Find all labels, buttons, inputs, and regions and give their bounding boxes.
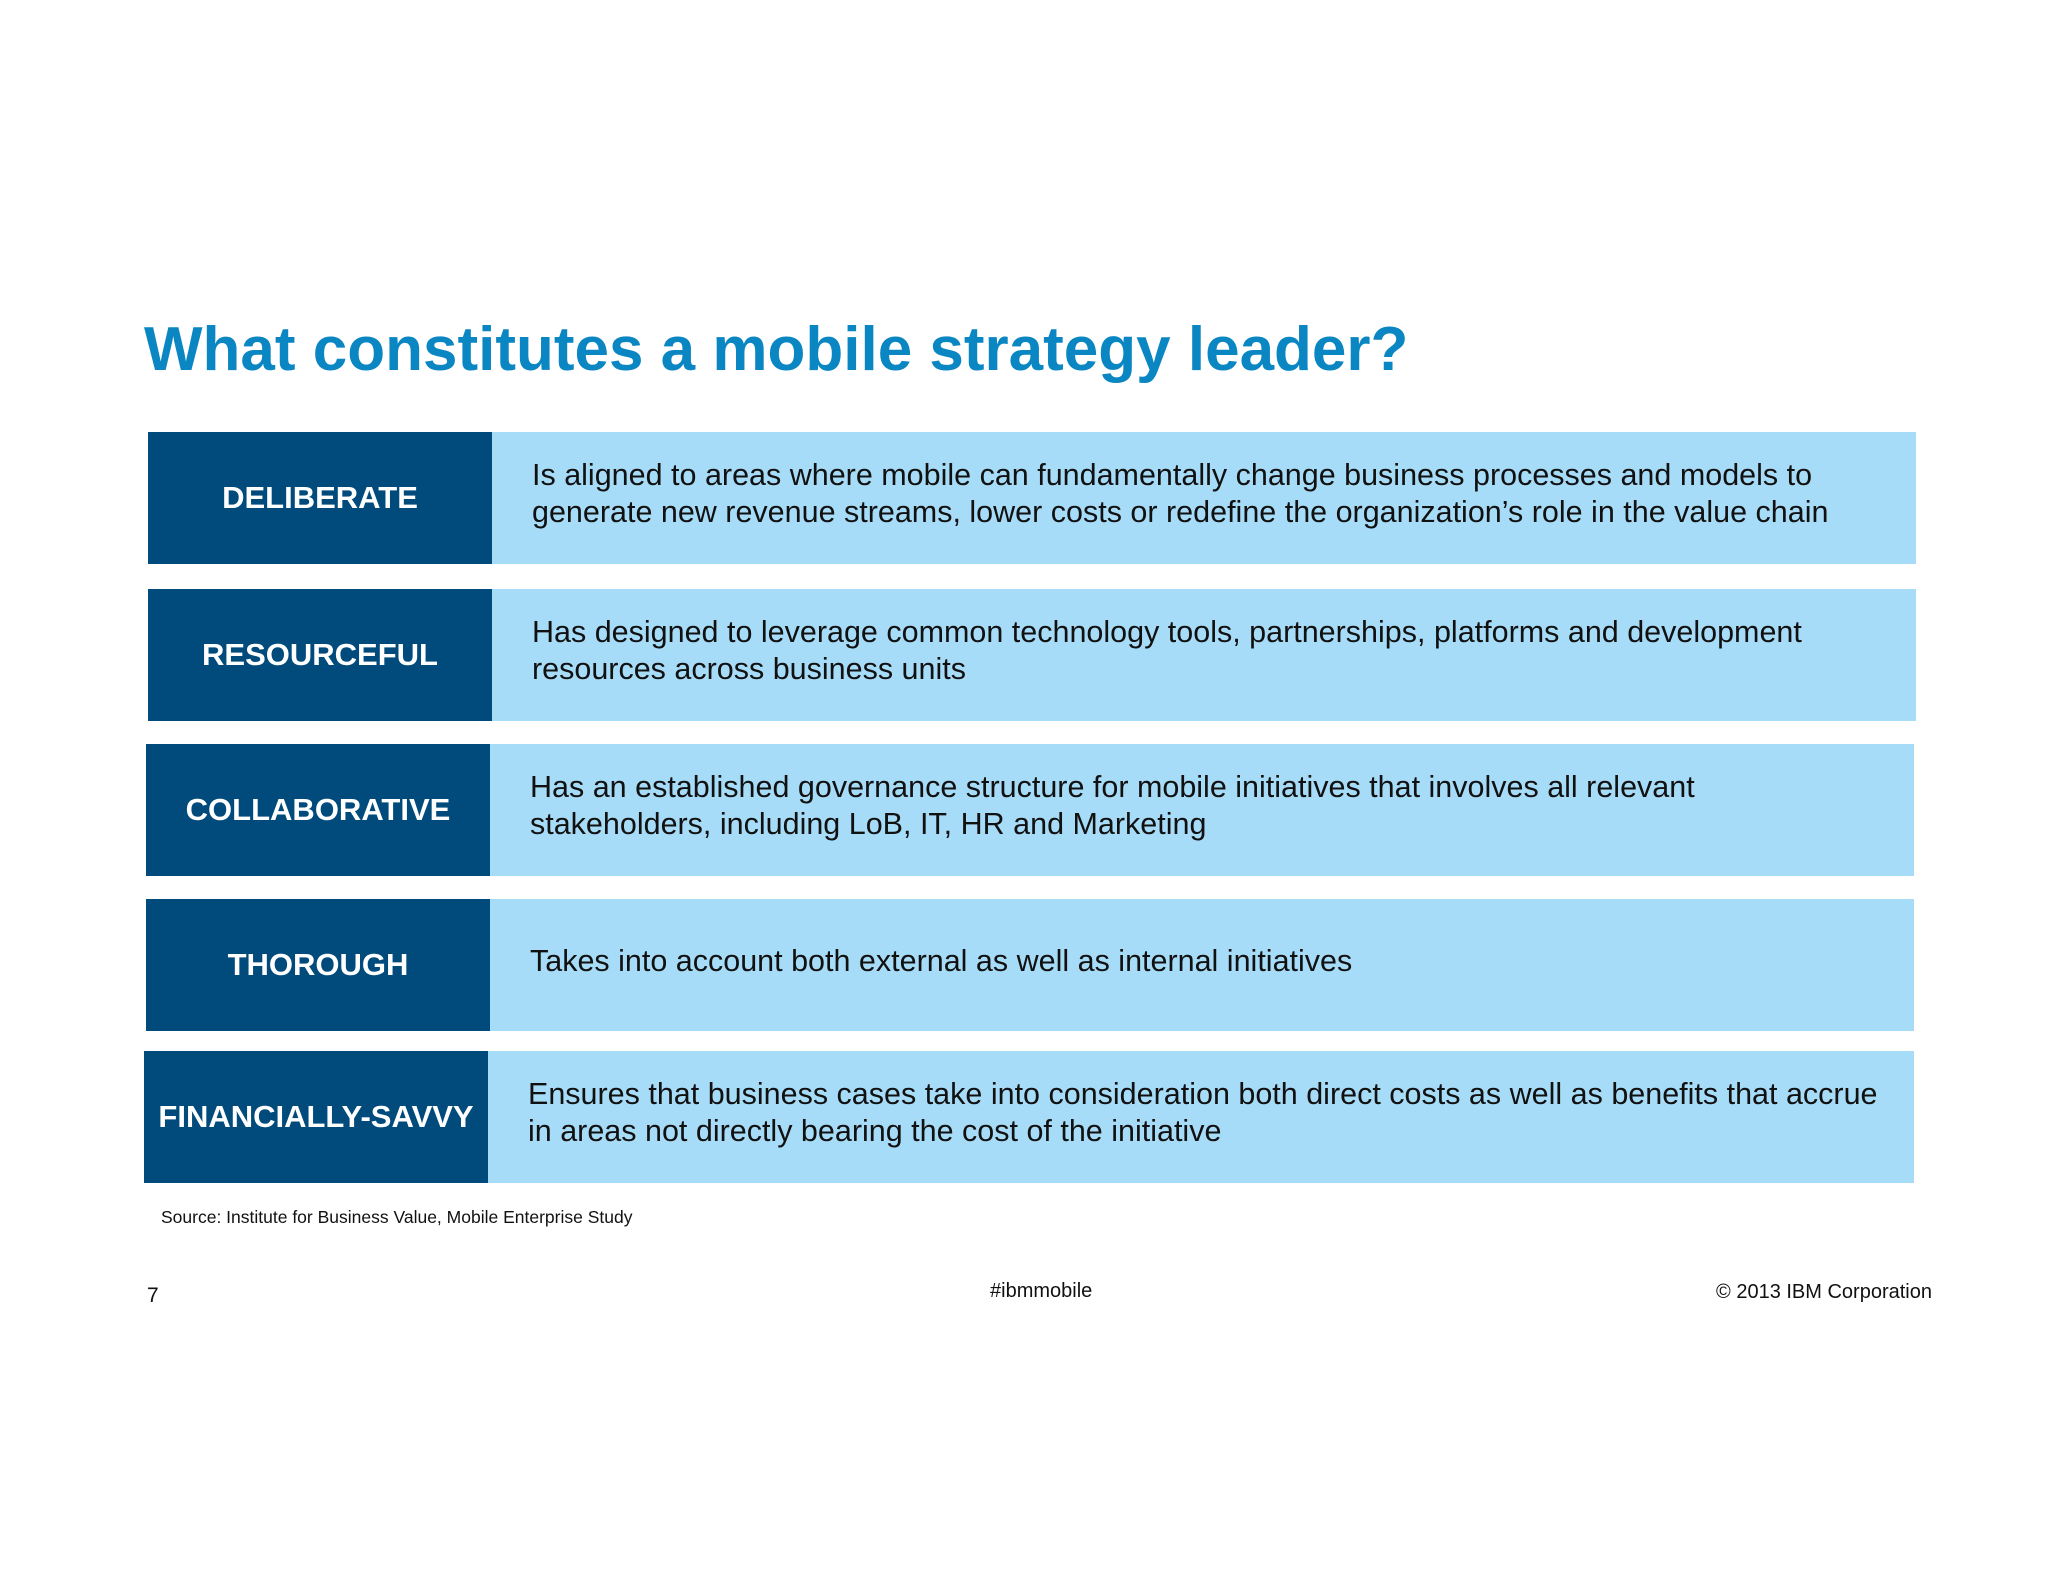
attribute-description-cell [488, 1051, 1914, 1183]
attribute-description: Has designed to leverage common technology tools, partnerships, platforms and development resources across business units [532, 615, 1802, 686]
attribute-label: COLLABORATIVE [146, 744, 490, 876]
attribute-row-deliberate [148, 432, 1916, 564]
attribute-label: DELIBERATE [148, 432, 492, 564]
attribute-row-resourceful [148, 589, 1916, 721]
attribute-description-cell [490, 744, 1914, 876]
attribute-description: Is aligned to areas where mobile can fundamentally change business processes and models to generate new revenue streams, lower costs or redefine the organization’s role in the value chain [532, 458, 1829, 529]
attribute-label: THOROUGH [146, 899, 490, 1031]
source-citation: Source: Institute for Business Value, Mobile Enterprise Study [161, 1207, 633, 1227]
attribute-row-thorough [146, 899, 1914, 1031]
attribute-label: FINANCIALLY-SAVVY [144, 1051, 488, 1183]
attribute-description: Takes into account both external as well as internal initiatives [530, 943, 1353, 978]
attribute-row-collaborative [146, 744, 1914, 876]
footer-copyright: © 2013 IBM Corporation [1716, 1281, 1932, 1303]
attribute-description: Ensures that business cases take into consideration both direct costs as well as benefits that accrue in areas not directly bearing the cost of the initiative [528, 1077, 1878, 1148]
attribute-description: Has an established governance structure for mobile initiatives that involves all relevant stakeholders, including LoB, IT, HR and Marketing [530, 770, 1695, 841]
attribute-label: RESOURCEFUL [148, 589, 492, 721]
attribute-description-cell [490, 899, 1914, 1031]
attribute-row-financially-savvy [144, 1051, 1914, 1183]
footer-hashtag: #ibmmobile [990, 1280, 1093, 1302]
attribute-description-cell [492, 432, 1916, 564]
slide-title: What constitutes a mobile strategy leader? [144, 315, 1409, 384]
attribute-description-cell [492, 589, 1916, 721]
page-number: 7 [147, 1284, 159, 1307]
